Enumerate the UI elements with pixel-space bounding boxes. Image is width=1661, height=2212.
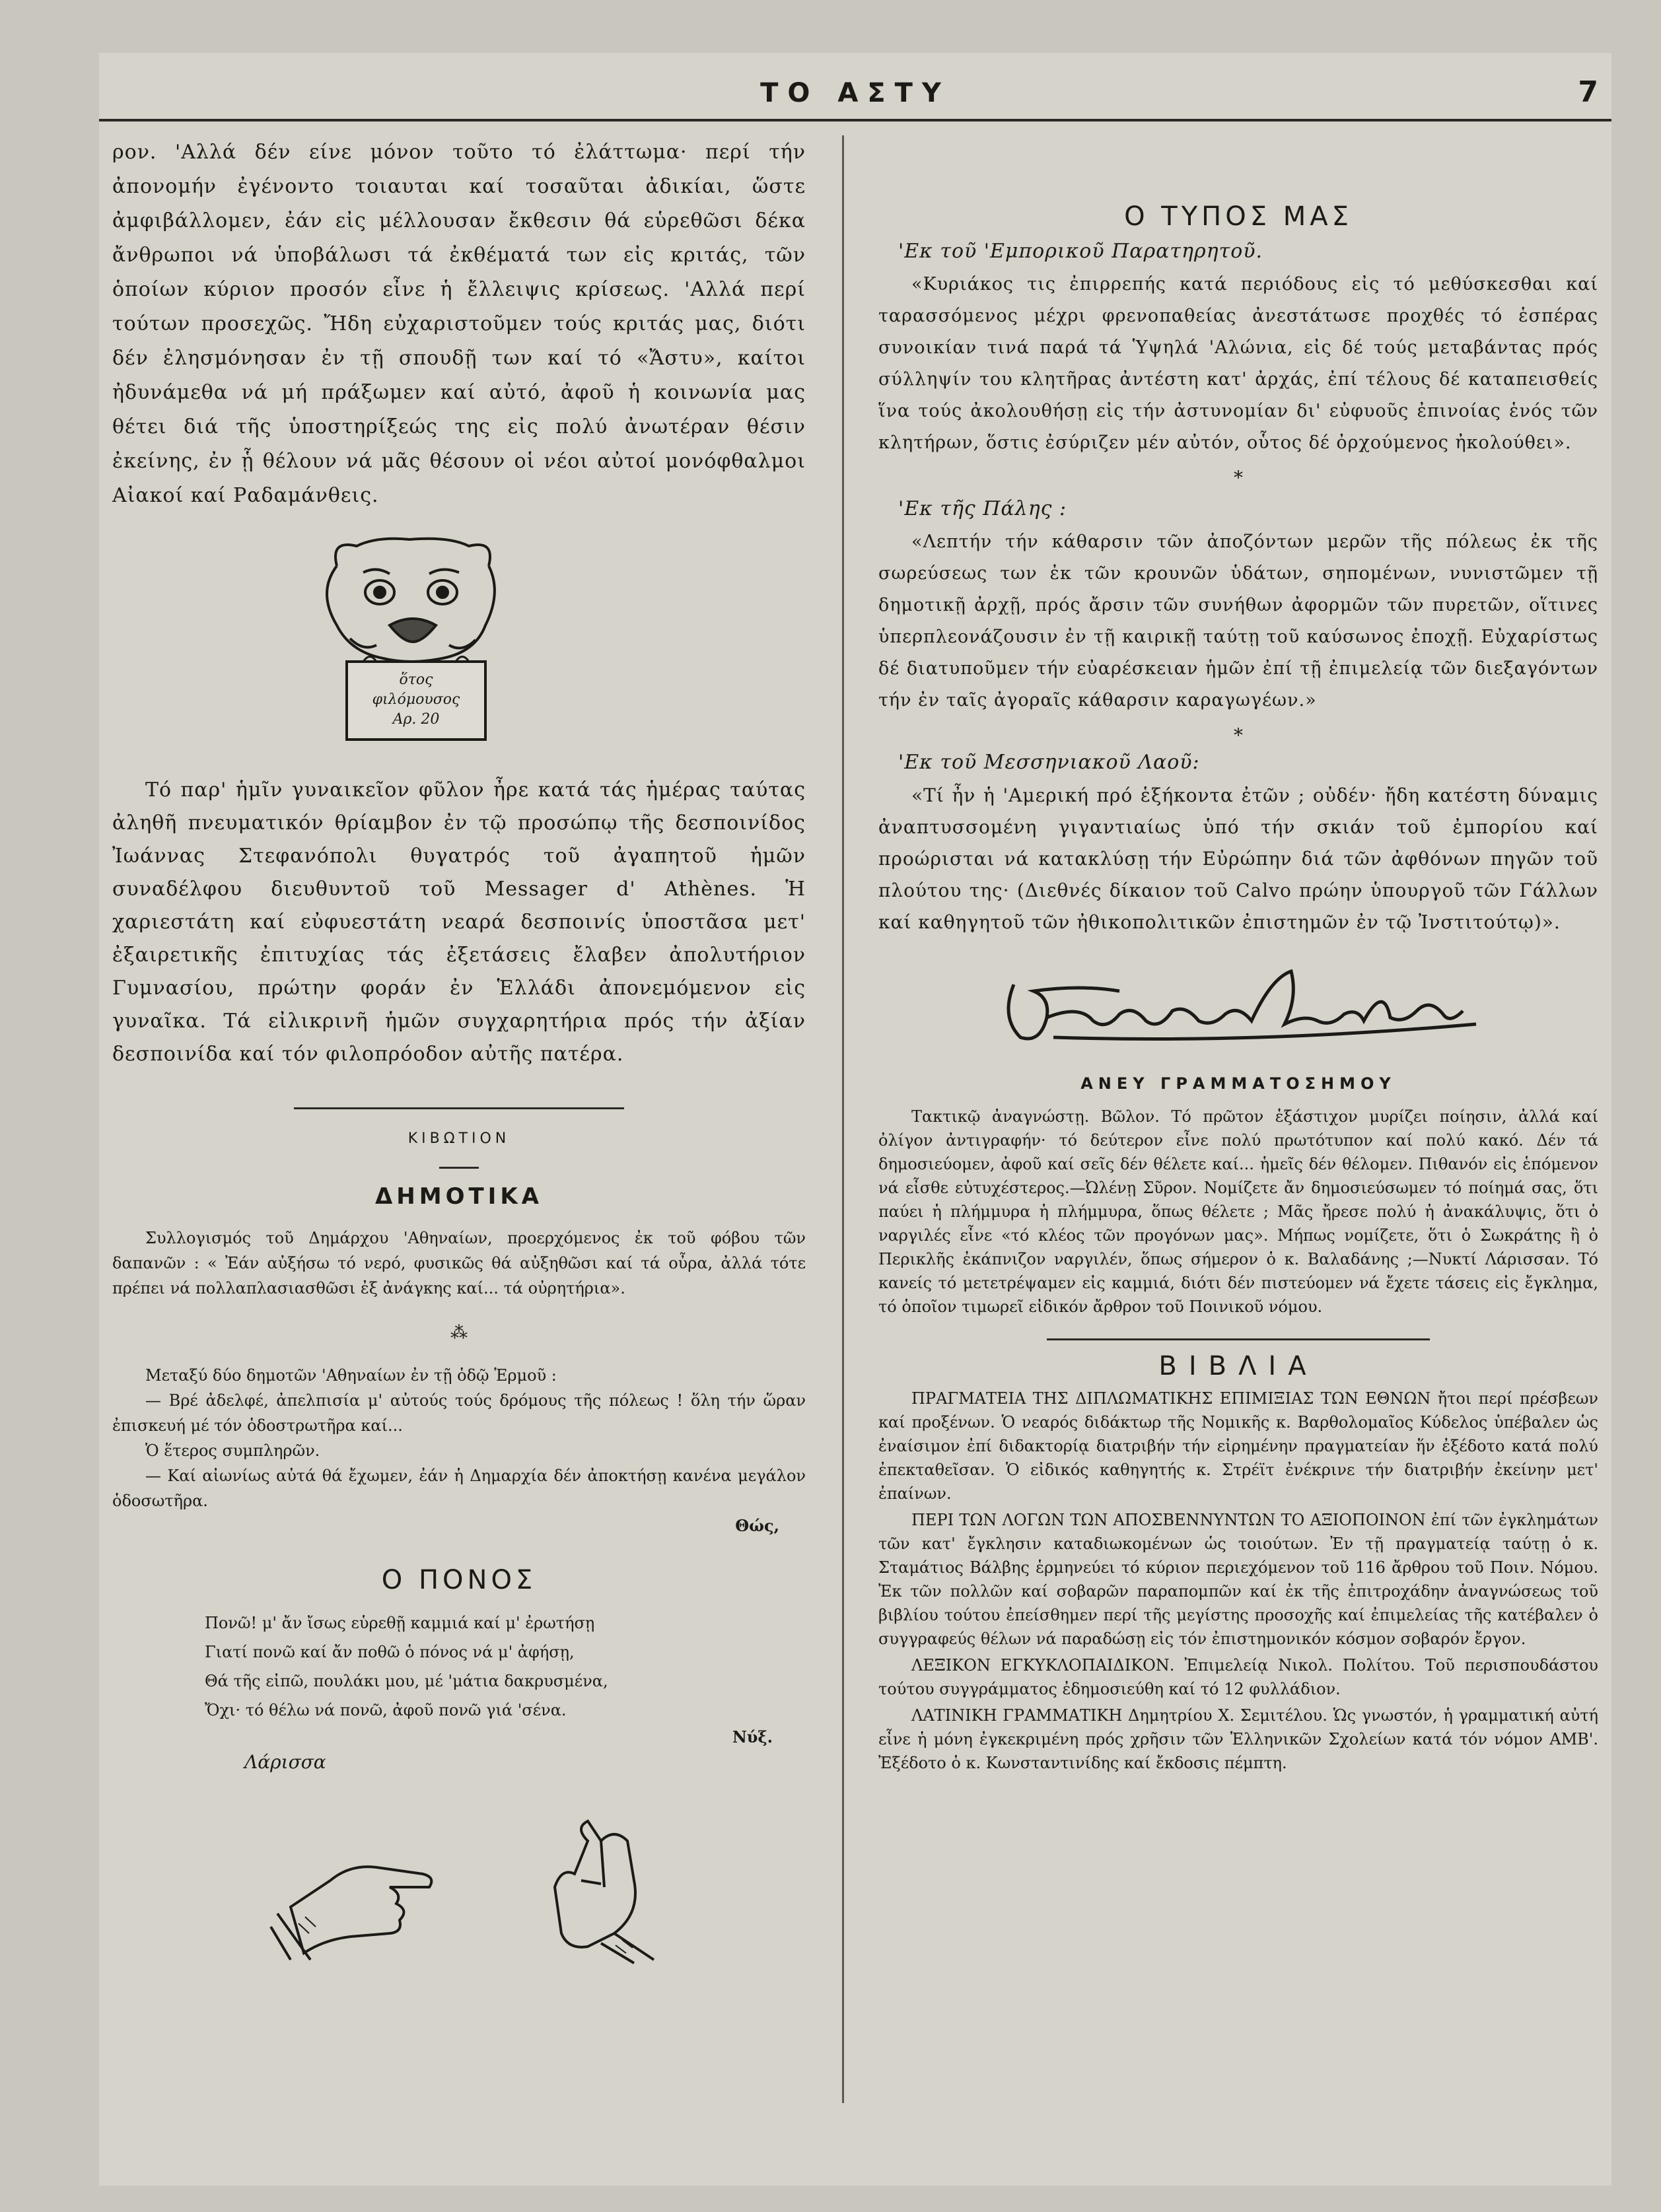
poem-line: Πονῶ! μ' ἄν ἴσως εὑρεθῇ καμμιά καί μ' ἐρωτήσῃ: [205, 1614, 595, 1632]
source-emporikos: 'Εκ τοῦ 'Εμπορικοῦ Παρατηρητοῦ.: [898, 240, 1263, 263]
section-rule: [1047, 1338, 1430, 1340]
book-review-latin-grammar: ΛΑΤΙΝΙΚΗ ΓΡΑΜΜΑΤΙΚΗ Δημητρίου Χ. Σεμιτέλου. Ὡς γνωστόν, ἡ γραμματική αὐτή εἶνε ἡ μόνη ἐγκεκριμένη πρός χρῆσιν τῶν Ἑλληνικῶν Σχολείων κατά τόν νόμον ΑΜΒ'. Ἐξέδοτο ὁ κ. Κωνσταντινίδης καί ἔκδοσις πέμπτη.: [878, 1706, 1598, 1772]
dimotika-heading: ΔΗΜΟΤΙΚΑ: [374, 1183, 543, 1210]
hands-illustration: [112, 1801, 806, 1969]
left-column: [112, 135, 806, 1969]
pointing-hands-icon: [112, 1801, 806, 1966]
newspaper-page: [99, 53, 1611, 2186]
correspondence-notes: Τακτικῷ ἀναγνώστῃ. Βῶλον. Τό πρῶτον ἑξάστιχον μυρίζει ποίησιν, ἀλλά καί ὀλίγον ἀντιγραφήν· τό δεύτερον εἶνε πολύ πρωτότυπον καί πολύ κακό. Δέν τά δημοσιεύομεν, ἀφοῦ καί σεῖς δέν θέλετε καί... ἡμεῖς δέν θέλομεν. Πιθανόν εἰς ἑπόμενον νά εἶσθε εὐτυχέστερος.—Ὠλένῃ Σῦρον. Νομίζετε ἄν δημοσιεύσωμεν τό ποίημά σας, ὅτι παύει ἡ πλήμμυρα ἡ πλήμμυρα, ὅπως θέλετε ; Μᾶς ἤρεσε πολύ ἡ ἀνακάλυψις, ὅτι ὁ ναργιλές εἶνε «τό κλέος τῶν προγόνων μας». Μήπως νομίζετε, ὅτι ὁ Σωκράτης ἢ ὁ Περικλῆς ἐκάπνιζον ναργιλέν, ὅπως σήμερον ὁ κ. Βαλαδάνης ;—Νυκτί Λάρισσαν. Τό κανείς τό μετετρέψαμεν εἰς καμμιά, διότι δέν πιστεύομεν νά ἔχετε τάσεις εἰς ἔγκλημα, τό ὁποῖον τιμωρεῖ εἰδικόν ἄρθρον τοῦ Ποινικοῦ νόμου.: [878, 1107, 1598, 1316]
separator-star: *: [1234, 724, 1243, 746]
art-exhibition-paragraph: ρον. 'Αλλά δέν είνε μόνον τοῦτο τό ἐλάττωμα· περί τήν ἀπονομήν ἐγένοντο τοιαυται καί τοσαῦται ἀδικίαι, ὥστε ἀμφιβάλλομεν, ἐάν εἰς μέλλουσαν ἔκθεσιν θά εὑρεθῶσι δέκα ἄνθρωποι νά ὑποβάλωσι τά ἐκθέματά των εἰς κριτάς, τῶν ὁποίων κύριον προσόν εἶνε ἡ ἔλλειψις κρίσεως. 'Αλλά περί τούτων προσεχῶς. Ἤδη εὐχαριστοῦμεν τούς κριτάς μας, διότι δέν ἐλησμόνησαν ἐν τῇ σπουδῇ των καί τό «Ἄστυ», καίτοι ἠδυνάμεθα νά μή πράξωμεν καί αὐτό, ἀφοῦ ἡ κοινωνία μας θέτει διά τῆς ὑποστηρίξεώς της εἰς πολύ ἀνωτέραν θέσιν ἐκείνης, ἐν ᾗ θέλουν νά μᾶς θέσουν οἱ νέοι αὐτοί μονόφθαλμοι Αἰακοί καί Ραδαμάνθεις.: [112, 141, 806, 507]
quote-kyriakos: «Κυριάκος τις ἐπιρρεπής κατά περιόδους εἰς τό μεθύσκεσθαι καί ταρασσόμενος μέχρι φρενοπαθείας ἀνεστάτωσε προχθές τό ἑσπέρας συνοικίαν τινά παρά τά Ὑψηλά 'Αλώνια, εἰς δέ τούς μεταβάντας πρός σύλληψίν του κλητῆρας ἀντέστη κατ' ἀρχάς, ἐπί τέλους δέ καταπεισθείς ἵνα τούς ἀκολουθήσῃ εἰς τήν ἀστυνομίαν δι' εὐφυοῦς ἐπινοίας ἑνός τῶν κλητήρων, ὅστις ἐσύριζεν μέν αὐτόν, οὗτος δέ ὀρχούμενος ἠκολούθει».: [878, 274, 1598, 453]
quote-katharsis: «Λεπτήν τήν κάθαρσιν τῶν ἀποζόντων μερῶν τῆς πόλεως ἐκ τῆς σωρεύσεως των ἐκ τῶν κρουνῶν ὑδάτων, σηπομένων, νυνιστῶμεν τῇ δημοτικῇ ἀρχῇ, πρός ἄρσιν τῶν συνήθων ἀφορμῶν τῶν πυρετῶν, οἵτινες ὑπερπλεονάζουσιν ἐν τῇ καιρικῇ ταύτῃ τοῦ καύσωνος ἐποχῇ. Εὐχαρίστως δέ διατυποῦμεν τήν εὐαρέσκειαν ἡμῶν ἐπί τῇ ἐπιμελείᾳ τῶν διεξαγόντων τήν ἐν ταῖς ἀγοραῖς κάθαρσιν καραγωγέων.»: [878, 532, 1598, 710]
dialogue-line: — Βρέ ἀδελφέ, ἀπελπισία μ' αὐτούς τούς δρόμους τῆς πόλεως ! ὅλη τήν ὥραν ἐπισκευή μέ τόν ὁδοστρωτῆρα καί...: [112, 1391, 806, 1435]
page-header: [99, 66, 1611, 121]
column-divider: [842, 135, 844, 2103]
source-messiniakos: 'Εκ τοῦ Μεσσηνιακοῦ Λαοῦ:: [898, 751, 1200, 774]
ponos-heading: Ο ΠΟΝΟΣ: [381, 1565, 537, 1595]
poem-author: Νύξ.: [732, 1727, 773, 1746]
dog-illustration: [112, 526, 806, 744]
sign-line: ὅτος: [399, 672, 433, 688]
quote-america: «Τί ἦν ἡ 'Αμερική πρό ἑξήκοντα ἐτῶν ; οὐδέν· ἤδη κατέστη δύναμις ἀναπτυσσομένη γιγαντιαίως ὑπό τήν σκιάν τοῦ ἐμπορίου καί προώρισται νά κατακλύσῃ τήν Εὐρώπην διά τῶν ἀφθόνων πηγῶν τοῦ πλούτου της· (Διεθνές δίκαιον τοῦ Calvo πρώην ὑπουργοῦ τῶν Γάλλων καί καθηγητοῦ τῶν ἠθικοπολιτικῶν ἐπιστημῶν ἐν τῷ Ἰνστιτούτῳ)».: [878, 784, 1598, 933]
poem: [112, 1608, 806, 1725]
separator-star: *: [1234, 467, 1243, 489]
sign-text: [350, 670, 482, 730]
sign-line: φιλόμουσος: [372, 691, 460, 708]
poem-place: Λάρισσα: [244, 1751, 326, 1773]
short-rule: [439, 1167, 479, 1169]
aney-heading: ΑΝΕΥ ΓΡΑΜΜΑΤΟΣΗΜΟΥ: [1080, 1074, 1396, 1093]
sign-line: Αρ. 20: [392, 711, 440, 728]
kivotion-heading: ΚΙΒΩΤΙΟΝ: [407, 1130, 511, 1147]
signature-block: [878, 958, 1598, 1057]
dialogue-line: Ὁ ἕτερος συμπληρῶν.: [145, 1441, 320, 1460]
book-review-lexicon: ΛΕΞΙΚΟΝ ΕΓΚΥΚΛΟΠΑΙΔΙΚΟΝ. Ἐπιμελείᾳ Νικολ. Πολίτου. Τοῦ περισπουδάστου τούτου συγγράμματος ἐδημοσιεύθη καί τό 12 φυλλάδιον.: [878, 1656, 1598, 1698]
typos-heading: Ο ΤΥΠΟΣ ΜΑΣ: [1124, 201, 1353, 232]
vivlia-heading: ΒΙΒΛΙΑ: [1158, 1351, 1318, 1381]
source-palis: 'Εκ τῆς Πάλης :: [898, 497, 1067, 520]
poem-line: Ὄχι· τό θέλω νά πονῶ, ἀφοῦ πονῶ γιά 'σένα.: [205, 1701, 567, 1719]
poem-line: Γιατί πονῶ καί ἄν ποθῶ ὁ πόνος νά μ' ἀφήσῃ,: [205, 1643, 575, 1661]
handwritten-signature-icon: [987, 958, 1489, 1051]
ornament-icon: ⁂: [450, 1323, 468, 1343]
page-number: 7: [1578, 75, 1598, 109]
section-rule: [294, 1107, 624, 1109]
right-column: [878, 135, 1598, 1775]
citizens-dialogue-intro: Μεταξύ δύο δημοτῶν 'Αθηναίων ἐν τῇ ὁδῷ Ἑρμοῦ :: [145, 1366, 557, 1385]
school-graduation-paragraph: Τό παρ' ἡμῖν γυναικεῖον φῦλον ἦρε κατά τάς ἡμέρας ταύτας ἀληθῆ πνευματικόν θρίαμβον ἐν τῷ προσώπῳ τῆς δεσποινίδος Ἰωάννας Στεφανόπολι θυγατρός τοῦ ἀγαπητοῦ ἡμῶν συναδέλφου διευθυντοῦ τοῦ Messager d' Athènes. Ἡ χαριεστάτη καί εὐφυεστάτη νεαρά δεσποινίς ὑποστᾶσα μετ' ἐξαιρετικῆς ἐπιτυχίας τάς ἐξετάσεις ἔλαβεν ἀπολυτήριον Γυμνασίου, πρώτην φοράν ἐν Ἑλλάδι ἀπονεμόμενον εἰς γυναῖκα. Τά εἰλικρινῆ ἡμῶν συγχαρητήρια πρός τήν ἀξίαν δεσποινίδα καί τόν φιλοπρόοδον αὐτῆς πατέρα.: [112, 778, 806, 1066]
dimotika-signature: Θώς,: [735, 1516, 779, 1535]
poem-line: Θά τῆς εἰπῶ, πουλάκι μου, μέ 'μάτια δακρυσμένα,: [205, 1672, 608, 1690]
newspaper-title: ΤΟ ΑΣΤΥ: [760, 78, 950, 108]
book-review-legal: ΠΕΡΙ ΤΩΝ ΛΟΓΩΝ ΤΩΝ ΑΠΟΣΒΕΝΝΥΝΤΩΝ ΤΟ ΑΞΙΟΠΟΙΝΟΝ ἐπί τῶν ἐγκλημάτων τῶν κατ' ἔγκλησιν καταδιωκομένων ὡς τοιούτων. Ἐν τῇ πραγματείᾳ ταύτῃ ὁ κ. Σταμάτιος Βάλβης ἑρμηνεύει τό κύριον περιεχόμενον τοῦ 116 ἄρθρου τοῦ Ποιν. Νόμου. Ἐκ τῶν πολλῶν καί σοβαρῶν παραπομπῶν καί ἐκ τῆς ἐπιτροχάδην ἀναγνώσεως τοῦ βιβλίου τούτου ἐπείσθημεν περί τῆς μεγίστης προσοχῆς καί ἐπιμελείας τῆς κατέβαλεν ὁ συγγραφεύς θέλων νά παραδώσῃ εἰς τόν ἐπιστημονικόν κόσμον σοβαρόν ἔργον.: [878, 1511, 1598, 1648]
book-review-diplomatic: ΠΡΑΓΜΑΤΕΙΑ ΤΗΣ ΔΙΠΛΩΜΑΤΙΚΗΣ ΕΠΙΜΙΞΙΑΣ ΤΩΝ ΕΘΝΩΝ ἤτοι περί πρέσβεων καί προξένων. Ὁ νεαρός διδάκτωρ τῆς Νομικῆς κ. Βαρθολομαῖος Κύδελος ὑπέβαλεν ὡς ἐναίσιμον ἐπί διδακτορίᾳ διατριβήν τήν εἰρημένην πραγματείαν ἥν ἐξέδοτο κατά πολύ ἐπεκταθεῖσαν. Ὁ εἰδικός καθηγητής κ. Στρέϊτ ἐνέκρινε τήν διατριβήν ἐκείνην μετ' ἐπαίνων.: [878, 1389, 1598, 1503]
mayor-reasoning: Συλλογισμός τοῦ Δημάρχου 'Αθηναίων, προερχόμενος ἐκ τοῦ φόβου τῶν δαπανῶν : « Ἐάν αὐξήσω τό νερό, φυσικῶς θά αὐξηθῶσι καί τά οὖρα, ἀλλά τότε πρέπει νά πολλαπλασιασθῶσι ἐξ ἀνάγκης καί... τά οὐρητήρια».: [112, 1229, 806, 1297]
dialogue-line: — Καί αἰωνίως αὐτά θά ἔχωμεν, ἐάν ἡ Δημαρχία δέν ἀποκτήσῃ κανένα μεγάλον ὁδοσωτῆρα.: [112, 1467, 806, 1510]
